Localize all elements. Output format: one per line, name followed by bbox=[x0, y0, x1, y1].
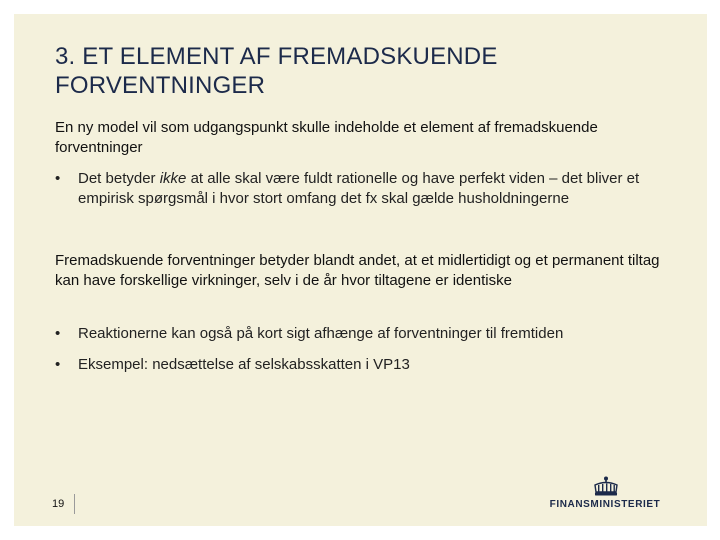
crown-icon bbox=[592, 476, 620, 498]
paragraph-forward-looking: Fremadskuende forventninger betyder blandt andet, at et midlertidigt og et permanent tiltag kan have forskellige virkninger, selv i de år hvor tiltagene er identiske bbox=[55, 252, 660, 289]
bullet-text-end: at alle skal være fuldt rationelle og have perfekt viden – det bliver et empirisk spørgsmål i hvor stort omfang det fx skal gælde husholdningerne bbox=[78, 170, 640, 207]
emphasis-word: ikke bbox=[159, 170, 187, 187]
bullet-item bbox=[55, 324, 685, 344]
slide-title: 3. ET ELEMENT AF FREMADSKUENDE FORVENTNINGER bbox=[55, 43, 498, 99]
slide bbox=[14, 14, 707, 526]
finansministeriet-logo bbox=[540, 476, 670, 516]
bullet-symbol: • bbox=[55, 170, 61, 187]
bullet-symbol: • bbox=[55, 356, 61, 373]
bullet-symbol: • bbox=[55, 325, 61, 342]
bullet-item bbox=[55, 169, 685, 209]
bullet-text: Reaktionerne kan også på kort sigt afhænge af forventninger til fremtiden bbox=[78, 325, 564, 342]
bullet-item bbox=[55, 355, 685, 375]
bullet-text: Eksempel: nedsættelse af selskabsskatten i VP13 bbox=[78, 356, 410, 373]
bullet-text-start: Det betyder bbox=[78, 170, 160, 187]
bullet-text bbox=[78, 169, 685, 209]
paragraph-intro: En ny model vil som udgangspunkt skulle indeholde et element af fremadskuende forventninger bbox=[55, 119, 598, 156]
page-number-divider bbox=[74, 494, 75, 514]
page-number: 19 bbox=[52, 498, 65, 510]
logo-text: FINANSMINISTERIET bbox=[549, 499, 661, 510]
